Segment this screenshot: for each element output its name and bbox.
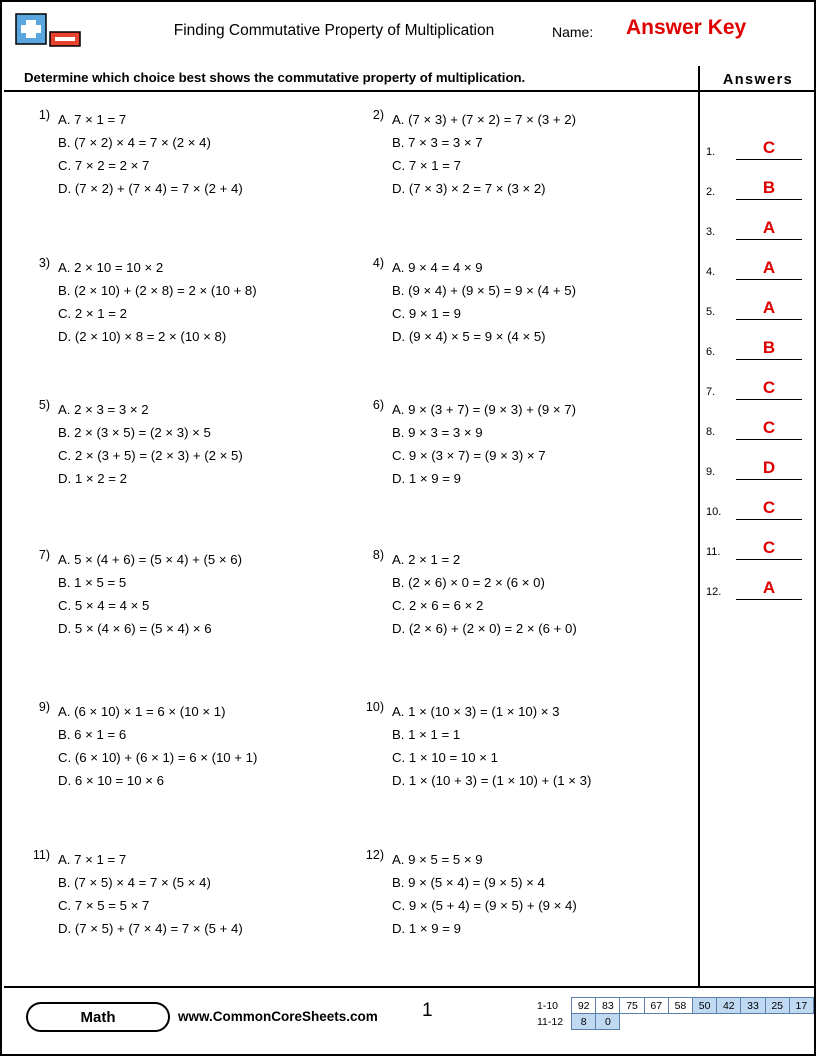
name-label: Name: (552, 24, 594, 40)
answer-number: 10. (706, 506, 722, 518)
score-cell: 92 (572, 998, 596, 1014)
choice-d[interactable]: D. 5 × (4 × 6) = (5 × 4) × 6 (58, 621, 212, 636)
header (4, 4, 816, 66)
score-row-label: 1-10 (537, 999, 559, 1012)
score-cell-empty (789, 1014, 813, 1030)
answer-value[interactable]: B (736, 178, 802, 200)
answers-heading: Answers (722, 72, 794, 88)
choice-c[interactable]: C. 2 × 1 = 2 (58, 306, 127, 321)
choice-a[interactable]: A. 2 × 3 = 3 × 2 (58, 402, 149, 417)
choice-a[interactable]: A. 1 × (10 × 3) = (1 × 10) × 3 (392, 704, 560, 719)
choice-b[interactable]: B. (7 × 2) × 4 = 7 × (2 × 4) (58, 135, 211, 150)
score-cell: 67 (644, 998, 668, 1014)
question-number: 3) (38, 256, 50, 270)
question-number: 10) (365, 700, 384, 714)
choice-c[interactable]: C. 2 × (3 + 5) = (2 × 3) + (2 × 5) (58, 448, 243, 463)
choice-c[interactable]: C. 9 × (3 × 7) = (9 × 3) × 7 (392, 448, 546, 463)
choice-a[interactable]: A. 9 × 5 = 5 × 9 (392, 852, 483, 867)
answer-value[interactable]: A (736, 578, 802, 600)
page-title: Finding Commutative Property of Multiplication (173, 22, 495, 39)
choice-b[interactable]: B. (7 × 5) × 4 = 7 × (5 × 4) (58, 875, 211, 890)
score-cell: 33 (741, 998, 765, 1014)
choice-b[interactable]: B. 9 × (5 × 4) = (9 × 5) × 4 (392, 875, 545, 890)
scoring-table (535, 997, 814, 1030)
answer-row (702, 280, 810, 320)
answer-number: 6. (706, 346, 716, 358)
answer-key-badge: Answer Key (626, 16, 747, 39)
choice-c[interactable]: C. (6 × 10) + (6 × 1) = 6 × (10 + 1) (58, 750, 258, 765)
choice-a[interactable]: A. (7 × 3) + (7 × 2) = 7 × (3 + 2) (392, 112, 576, 127)
subject-badge: Math (26, 1002, 170, 1032)
answer-row (702, 560, 810, 600)
question-number: 1) (38, 108, 50, 122)
choice-c[interactable]: C. 2 × 6 = 6 × 2 (392, 598, 484, 613)
choice-a[interactable]: A. 9 × (3 + 7) = (9 × 3) + (9 × 7) (392, 402, 576, 417)
choice-b[interactable]: B. 2 × (3 × 5) = (2 × 3) × 5 (58, 425, 211, 440)
answer-number: 7. (706, 386, 716, 398)
instructions-text: Determine which choice best shows the commutative property of multiplication. (24, 70, 526, 85)
score-row (535, 998, 814, 1014)
score-cell: 0 (596, 1014, 620, 1030)
question-number: 4) (372, 256, 384, 270)
answer-number: 5. (706, 306, 716, 318)
score-cell-empty (693, 1014, 717, 1030)
answer-number: 12. (706, 586, 722, 598)
score-row (535, 1014, 814, 1030)
question-number: 11) (32, 848, 50, 862)
answers-column-divider (698, 66, 700, 986)
website-link[interactable]: www.CommonCoreSheets.com (178, 1009, 378, 1024)
choice-a[interactable]: A. (6 × 10) × 1 = 6 × (10 × 1) (58, 704, 226, 719)
choice-a[interactable]: A. 2 × 1 = 2 (392, 552, 461, 567)
score-cell-empty (741, 1014, 765, 1030)
page-number: 1 (422, 1000, 433, 1021)
answer-number: 1. (706, 146, 716, 158)
answer-row (702, 120, 810, 160)
score-cell-empty (620, 1014, 644, 1030)
answer-number: 8. (706, 426, 716, 438)
choice-b[interactable]: B. 6 × 1 = 6 (58, 727, 127, 742)
score-cell: 17 (789, 998, 813, 1014)
choice-b[interactable]: B. 1 × 5 = 5 (58, 575, 127, 590)
choice-list (58, 548, 242, 640)
answer-row (702, 480, 810, 520)
choice-list (392, 548, 577, 640)
score-cell: 58 (668, 998, 692, 1014)
score-cell-empty (668, 1014, 692, 1030)
choice-a[interactable]: A. 7 × 1 = 7 (58, 852, 127, 867)
score-cell-empty (765, 1014, 789, 1030)
question-number: 6) (372, 398, 384, 412)
answer-value[interactable]: A (736, 218, 802, 240)
answer-value[interactable]: C (736, 538, 802, 560)
choice-d[interactable]: D. (7 × 2) + (7 × 4) = 7 × (2 + 4) (58, 181, 243, 196)
answer-value[interactable]: C (736, 138, 802, 160)
choice-c[interactable]: C. 5 × 4 = 4 × 5 (58, 598, 150, 613)
choice-list (58, 108, 243, 200)
answer-value[interactable]: A (736, 258, 802, 280)
choice-list (58, 848, 243, 940)
answer-row (702, 200, 810, 240)
answers-list (702, 120, 810, 600)
choice-c[interactable]: C. 7 × 2 = 2 × 7 (58, 158, 150, 173)
math-plus-logo-icon (14, 12, 92, 60)
answer-value[interactable]: C (736, 378, 802, 400)
choice-d[interactable]: D. (7 × 3) × 2 = 7 × (3 × 2) (392, 181, 546, 196)
choice-b[interactable]: B. 9 × 3 = 3 × 9 (392, 425, 483, 440)
choice-d[interactable]: D. (2 × 6) + (2 × 0) = 2 × (6 + 0) (392, 621, 577, 636)
score-cell-empty (717, 1014, 741, 1030)
choice-b[interactable]: B. 7 × 3 = 3 × 7 (392, 135, 483, 150)
choice-c[interactable]: C. 9 × 1 = 9 (392, 306, 461, 321)
answer-number: 9. (706, 466, 716, 478)
choice-list (392, 700, 591, 792)
score-cell-empty (644, 1014, 668, 1030)
choice-d[interactable]: D. 1 × (10 + 3) = (1 × 10) + (1 × 3) (392, 773, 592, 788)
choice-b[interactable]: B. (2 × 6) × 0 = 2 × (6 × 0) (392, 575, 545, 590)
choice-list (58, 398, 243, 490)
choice-d[interactable]: D. (9 × 4) × 5 = 9 × (4 × 5) (392, 329, 546, 344)
answer-number: 2. (706, 186, 716, 198)
answer-number: 11. (706, 546, 721, 558)
score-cell: 25 (765, 998, 789, 1014)
answer-number: 4. (706, 266, 716, 278)
answer-row (702, 520, 810, 560)
choice-d[interactable]: D. (7 × 5) + (7 × 4) = 7 × (5 + 4) (58, 921, 243, 936)
score-row-label: 11-12 (537, 1015, 564, 1028)
answer-number: 3. (706, 226, 716, 238)
choice-d[interactable]: D. 1 × 9 = 9 (392, 921, 461, 936)
answer-value[interactable]: B (736, 338, 802, 360)
choice-list (58, 256, 257, 348)
score-cell: 83 (596, 998, 620, 1014)
answer-value[interactable]: D (736, 458, 802, 480)
questions-area (2, 98, 698, 968)
question-number: 5) (38, 398, 50, 412)
choice-d[interactable]: D. 6 × 10 = 10 × 6 (58, 773, 164, 788)
answer-row (702, 240, 810, 280)
choice-b[interactable]: B. 1 × 1 = 1 (392, 727, 461, 742)
question-number: 9) (38, 700, 50, 714)
question-number: 2) (372, 108, 384, 122)
score-cell: 75 (620, 998, 644, 1014)
score-cell: 50 (693, 998, 717, 1014)
choice-c[interactable]: C. 1 × 10 = 10 × 1 (392, 750, 498, 765)
choice-b[interactable]: B. (2 × 10) + (2 × 8) = 2 × (10 + 8) (58, 283, 257, 298)
question-number: 8) (372, 548, 384, 562)
footer-divider (4, 986, 816, 988)
answer-row (702, 320, 810, 360)
answer-row (702, 400, 810, 440)
answer-row (702, 160, 810, 200)
answer-row (702, 440, 810, 480)
question-number: 7) (38, 548, 50, 562)
choice-a[interactable]: A. 2 × 10 = 10 × 2 (58, 260, 164, 275)
answer-value[interactable]: C (736, 498, 802, 520)
choice-d[interactable]: D. 1 × 2 = 2 (58, 471, 127, 486)
choice-list (58, 700, 257, 792)
choice-c[interactable]: C. 9 × (5 + 4) = (9 × 5) + (9 × 4) (392, 898, 577, 913)
choice-c[interactable]: C. 7 × 1 = 7 (392, 158, 461, 173)
choice-list (392, 108, 576, 200)
answer-row (702, 360, 810, 400)
choice-c[interactable]: C. 7 × 5 = 5 × 7 (58, 898, 150, 913)
choice-a[interactable]: A. 7 × 1 = 7 (58, 112, 127, 127)
choice-list (392, 256, 576, 348)
header-divider (4, 90, 816, 92)
answer-value[interactable]: A (736, 298, 802, 320)
choice-d[interactable]: D. (2 × 10) × 8 = 2 × (10 × 8) (58, 329, 227, 344)
question-number: 12) (365, 848, 384, 862)
choice-a[interactable]: A. 5 × (4 + 6) = (5 × 4) + (5 × 6) (58, 552, 242, 567)
choice-d[interactable]: D. 1 × 9 = 9 (392, 471, 461, 486)
score-cell: 42 (717, 998, 741, 1014)
score-cell: 8 (572, 1014, 596, 1030)
choice-list (392, 398, 576, 490)
choice-a[interactable]: A. 9 × 4 = 4 × 9 (392, 260, 483, 275)
answer-value[interactable]: C (736, 418, 802, 440)
choice-list (392, 848, 577, 940)
choice-b[interactable]: B. (9 × 4) + (9 × 5) = 9 × (4 + 5) (392, 283, 576, 298)
